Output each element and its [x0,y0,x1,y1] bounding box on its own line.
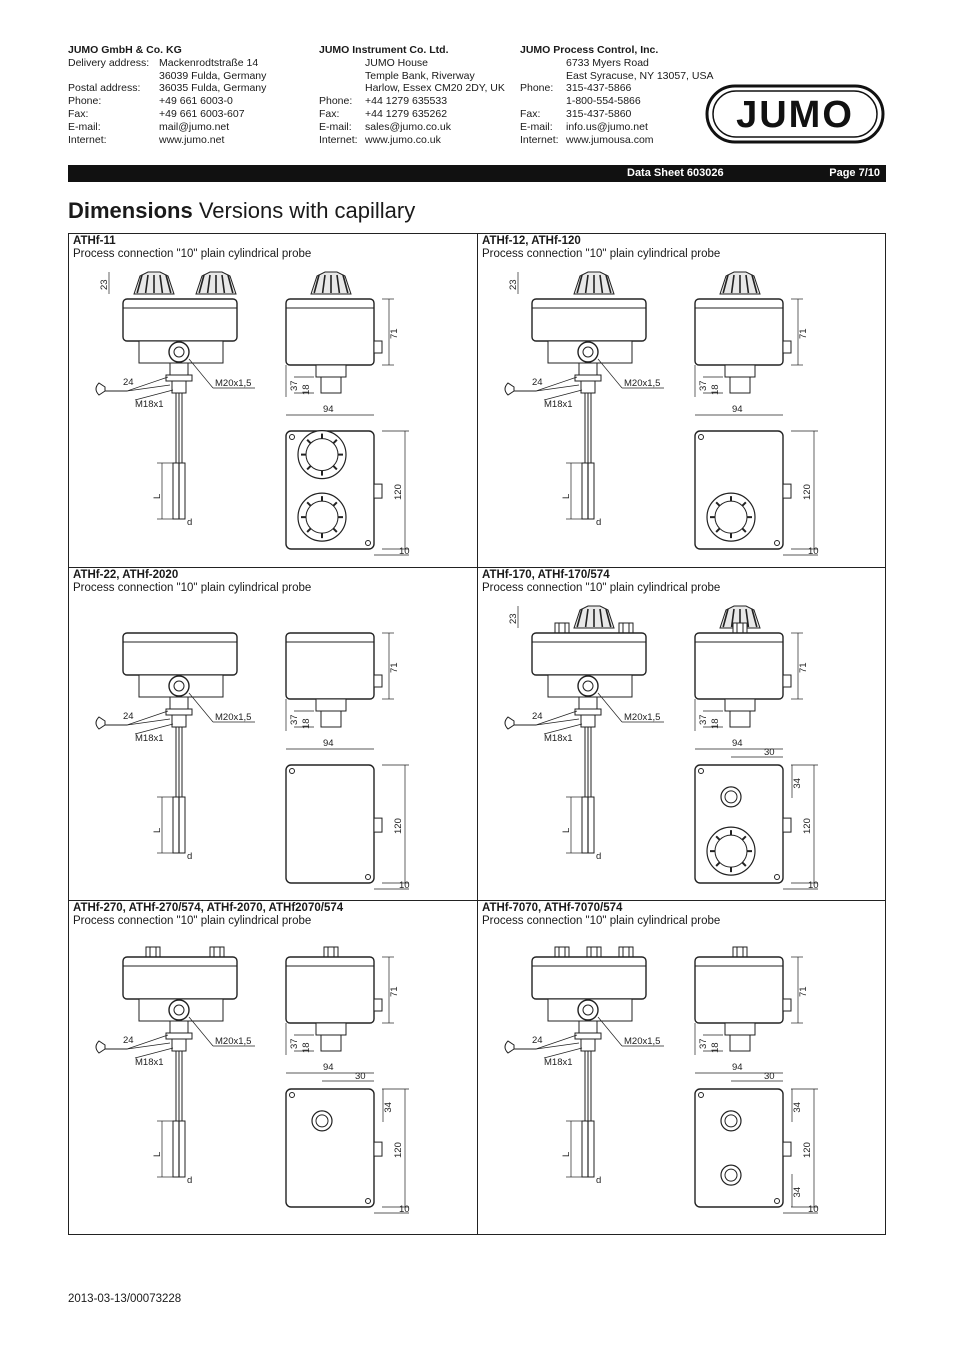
side-plug [783,484,791,498]
dimension-label: M20x1,5 [624,712,661,723]
housing-body [532,299,646,341]
side-plug [374,484,382,498]
company-name: JUMO Instrument Co. Ltd. [319,44,449,56]
side-nut [321,1035,341,1051]
dial-inner [725,791,737,803]
dimension-label: L [152,493,163,499]
address-line [68,121,266,134]
nut [166,375,192,381]
nut [166,1033,192,1039]
side-plug [783,341,791,353]
housing-side [286,957,374,1023]
side-fitting [316,699,346,711]
address-key [520,57,566,70]
address-line [319,108,505,121]
address-line [68,82,266,95]
screw-icon [366,875,371,880]
housing-plan [695,1089,783,1207]
address-value: +49 661 6003-0 [159,95,233,108]
dimension-label: 71 [798,662,809,673]
dimension-label: 23 [508,613,519,624]
dimension-label: M18x1 [544,399,573,410]
cell-subheading: Process connection "10" plain cylindrical probe [482,915,721,927]
screw-icon [290,1093,295,1098]
dimension-label: 120 [802,818,813,834]
dimension-label: 37 [289,714,300,725]
nut [166,709,192,715]
address-key: Internet: [520,133,559,146]
address-value: 36035 Fulda, Germany [159,82,267,95]
housing-side [286,633,374,699]
cell-subheading: Process connection "10" plain cylindrical probe [482,248,721,260]
address-key: Phone: [319,95,353,108]
address-value: JUMO House [365,56,429,69]
dimension-label: 23 [508,279,519,290]
dimension-label: M18x1 [135,733,164,744]
dimension-label: M18x1 [135,399,164,410]
dimension-label: 94 [732,1062,743,1073]
fitting [170,697,188,709]
address-line [520,70,713,83]
drawing-cell [69,234,477,567]
side-plug [374,999,382,1011]
address-key: Fax: [319,107,340,120]
dimension-drawings-grid [68,233,886,1235]
dimension-label: 37 [289,1038,300,1049]
screw-icon [699,435,704,440]
address-key [319,82,365,95]
fitting [579,697,597,709]
address-line [68,108,266,121]
address-line [319,70,505,83]
dimension-label: 18 [301,384,312,395]
housing-body [532,957,646,999]
fitting [170,1021,188,1033]
thread [581,381,595,393]
cell-heading: ATHf-270, ATHf-270/574, ATHf-2070, ATHf2070/574 [73,902,344,914]
address-key [520,70,566,83]
dimension-label: 71 [798,328,809,339]
address-value: www.jumo.co.uk [365,133,441,146]
dimension-label: 120 [802,1142,813,1158]
drawing-cell [69,567,477,901]
dimension-label: 37 [698,1038,709,1049]
address-value: 36039 Fulda, Germany [159,69,267,82]
address-key [68,70,159,83]
drawing-cell [477,234,886,567]
dimension-label: d [187,851,193,862]
dial-inner [316,1115,328,1127]
screw-icon [775,1199,780,1204]
side-nut [321,711,341,727]
title-rest: Versions with capillary [192,198,416,223]
dimension-label: 18 [301,1042,312,1053]
address-value: East Syracuse, NY 13057, USA [566,69,714,82]
dial-inner [715,835,747,867]
dimension-label: M20x1,5 [624,1036,661,1047]
address-value: +49 661 6003-607 [159,107,245,120]
address-jumo-uk [319,44,505,146]
side-fitting [316,365,346,377]
screw-icon [290,769,295,774]
dimension-label: 37 [289,380,300,391]
address-value: www.jumousa.com [566,133,654,146]
housing-side [695,633,783,699]
dimension-label: 23 [99,279,110,290]
thread [581,1039,595,1051]
dimension-label: 18 [710,718,721,729]
dimension-label: d [596,851,602,862]
address-value: Temple Bank, Riverway [365,69,475,82]
dimension-label: M20x1,5 [215,712,252,723]
dial-inner [725,1169,737,1181]
dimension-drawing [478,901,886,1234]
side-fitting [725,1023,755,1035]
dimension-label: L [561,827,572,833]
dimension-label: 10 [399,880,410,891]
page-number: Page 7/10 [829,167,880,179]
address-line [319,82,505,95]
cell-subheading: Process connection "10" plain cylindrical probe [482,582,721,594]
address-key [319,70,365,83]
address-line [520,134,713,147]
dimension-label: 37 [698,380,709,391]
housing-plan [286,1089,374,1207]
screw-icon [699,769,704,774]
dimension-label: 10 [808,880,819,891]
address-key: Phone: [68,95,102,108]
dimension-label: d [187,517,193,528]
fitting [170,363,188,375]
wrench-icon [505,717,514,729]
wrench-icon [505,1041,514,1053]
dimension-label: L [152,1151,163,1157]
dimension-label: 10 [808,546,819,557]
thread [172,1039,186,1051]
cable-entry-inner [174,1005,184,1015]
side-nut [730,377,750,393]
side-plug [783,675,791,687]
dimension-label: 94 [732,738,743,749]
address-line [319,134,505,147]
drawing-cell [69,900,477,1234]
side-fitting [316,1023,346,1035]
dimension-label: 71 [389,986,400,997]
dial-inner [306,439,338,471]
housing-body [532,633,646,675]
cell-heading: ATHf-22, ATHf-2020 [73,569,179,581]
thread [172,381,186,393]
address-line [520,121,713,134]
dimension-label: d [596,517,602,528]
dimension-label: 24 [532,1035,543,1046]
screw-icon [699,1093,704,1098]
cell-subheading: Process connection "10" plain cylindrical probe [73,582,312,594]
dimension-label: 71 [389,662,400,673]
address-key: E-mail: [68,120,101,133]
cell-heading: ATHf-170, ATHf-170/574 [482,569,610,581]
company-name: JUMO Process Control, Inc. [520,44,659,56]
thread [172,715,186,727]
cell-heading: ATHf-12, ATHf-120 [482,235,581,247]
address-jumo-germany [68,44,266,146]
housing-body [123,633,237,675]
dimension-label: 30 [355,1071,366,1082]
address-line [520,95,713,108]
cell-heading: ATHf-11 [73,235,116,247]
address-key: E-mail: [520,120,553,133]
dimension-label: 94 [323,404,334,415]
dimension-drawing [478,568,886,901]
dimension-label: 37 [698,714,709,725]
address-line [520,82,713,95]
fitting [579,1021,597,1033]
dimension-label: 34 [383,1102,394,1113]
dimension-label: 18 [710,1042,721,1053]
housing-side [286,299,374,365]
dimension-label: 24 [123,711,134,722]
dimension-label: 94 [323,738,334,749]
dimension-label: M20x1,5 [624,378,661,389]
dimension-label: 10 [808,1204,819,1215]
drawing-cell [477,900,886,1234]
dimension-drawing [69,234,477,567]
address-value: sales@jumo.co.uk [365,120,451,133]
screw-icon [290,435,295,440]
side-plug [374,675,382,687]
housing-body [123,299,237,341]
side-plug [374,1142,382,1156]
dimension-label: 10 [399,1204,410,1215]
thread [581,715,595,727]
nut [575,375,601,381]
address-line [68,95,266,108]
nut [575,709,601,715]
side-plug [374,341,382,353]
address-value: 6733 Myers Road [566,56,649,69]
housing-plan [286,765,374,883]
dimension-label: 24 [123,1035,134,1046]
housing-body [123,957,237,999]
drawing-cell [477,567,886,901]
side-fitting [725,699,755,711]
side-nut [321,377,341,393]
dimension-label: 24 [532,711,543,722]
dimension-drawing [69,901,477,1234]
address-key: Delivery address: [68,56,150,69]
side-nut [730,711,750,727]
dimension-label: M20x1,5 [215,1036,252,1047]
dimension-label: 24 [532,377,543,388]
cable-entry-inner [583,347,593,357]
dimension-label: L [152,827,163,833]
dimension-label: 34 [792,1102,803,1113]
side-plug [783,818,791,832]
dimension-label: d [596,1175,602,1186]
dial-inner [715,501,747,533]
address-value: +44 1279 635533 [365,95,448,108]
dimension-label: 120 [802,484,813,500]
dimension-label: 120 [393,1142,404,1158]
datasheet-bar [68,165,886,182]
dimension-label: 34 [792,778,803,789]
dimension-label: L [561,493,572,499]
address-value: www.jumo.net [159,133,225,146]
dimension-label: 18 [301,718,312,729]
address-key [520,95,566,108]
cable-entry-inner [174,347,184,357]
side-nut [730,1035,750,1051]
cable-entry-inner [583,1005,593,1015]
dimension-label: M18x1 [544,733,573,744]
address-jumo-usa [520,44,713,146]
address-value: 315-437-5860 [566,107,632,120]
screw-icon [366,1199,371,1204]
datasheet-number: Data Sheet 603026 [627,167,724,179]
logo-text: JUMO [736,94,854,136]
side-plug [374,818,382,832]
dimension-label: 34 [792,1186,803,1198]
cable-entry-inner [583,681,593,691]
cell-heading: ATHf-7070, ATHf-7070/574 [482,902,623,914]
side-fitting [725,365,755,377]
dimension-label: 30 [764,1071,775,1082]
cell-subheading: Process connection "10" plain cylindrical probe [73,248,312,260]
address-key [319,57,365,70]
address-line [520,57,713,70]
address-value: Mackenrodtstraße 14 [159,56,259,69]
wrench-icon [96,1041,105,1053]
address-line [319,95,505,108]
address-line [68,134,266,147]
side-plug [783,1142,791,1156]
address-value: mail@jumo.net [159,120,230,133]
cell-subheading: Process connection "10" plain cylindrical probe [73,915,312,927]
wrench-icon [96,383,105,395]
cable-entry-inner [174,681,184,691]
address-key: Internet: [319,133,358,146]
screw-icon [366,541,371,546]
dimension-label: 120 [393,818,404,834]
address-line [319,57,505,70]
dimension-label: 30 [764,747,775,758]
screw-icon [775,541,780,546]
dimension-label: 94 [323,1062,334,1073]
nut [575,1033,601,1039]
address-line [319,121,505,134]
address-line [520,108,713,121]
page-title [68,198,415,224]
address-key: Phone: [520,82,554,95]
dimension-drawing [69,568,477,901]
address-key: Postal address: [68,82,141,95]
dial-inner [306,501,338,533]
dimension-label: 71 [389,328,400,339]
address-key: E-mail: [319,120,352,133]
address-key: Fax: [68,107,89,120]
dimension-label: d [187,1175,193,1186]
address-line [68,70,266,83]
dimension-label: L [561,1151,572,1157]
wrench-icon [96,717,105,729]
company-name: JUMO GmbH & Co. KG [68,44,182,56]
dimension-label: M18x1 [544,1057,573,1068]
dimension-label: 24 [123,377,134,388]
address-value: +44 1279 635262 [365,107,448,120]
dimension-label: 71 [798,986,809,997]
address-value: Harlow, Essex CM20 2DY, UK [365,82,505,95]
dimension-label: M18x1 [135,1057,164,1068]
address-value: 315-437-5866 [566,82,632,95]
dimension-label: 120 [393,484,404,500]
address-line [68,57,266,70]
fitting [579,363,597,375]
dimension-drawing [478,234,886,567]
address-key: Internet: [68,133,107,146]
dimension-label: 10 [399,546,410,557]
jumo-logo [705,84,885,144]
housing-side [695,299,783,365]
screw-icon [775,875,780,880]
dimension-label: M20x1,5 [215,378,252,389]
dial-inner [725,1115,737,1127]
title-bold: Dimensions [68,198,193,223]
dimension-label: 94 [732,404,743,415]
document-footer: 2013-03-13/00073228 [68,1293,182,1305]
address-value: info.us@jumo.net [566,120,648,133]
address-value: 1-800-554-5866 [566,95,641,108]
side-plug [783,999,791,1011]
housing-side [695,957,783,1023]
wrench-icon [505,383,514,395]
dimension-label: 18 [710,384,721,395]
address-key: Fax: [520,107,541,120]
